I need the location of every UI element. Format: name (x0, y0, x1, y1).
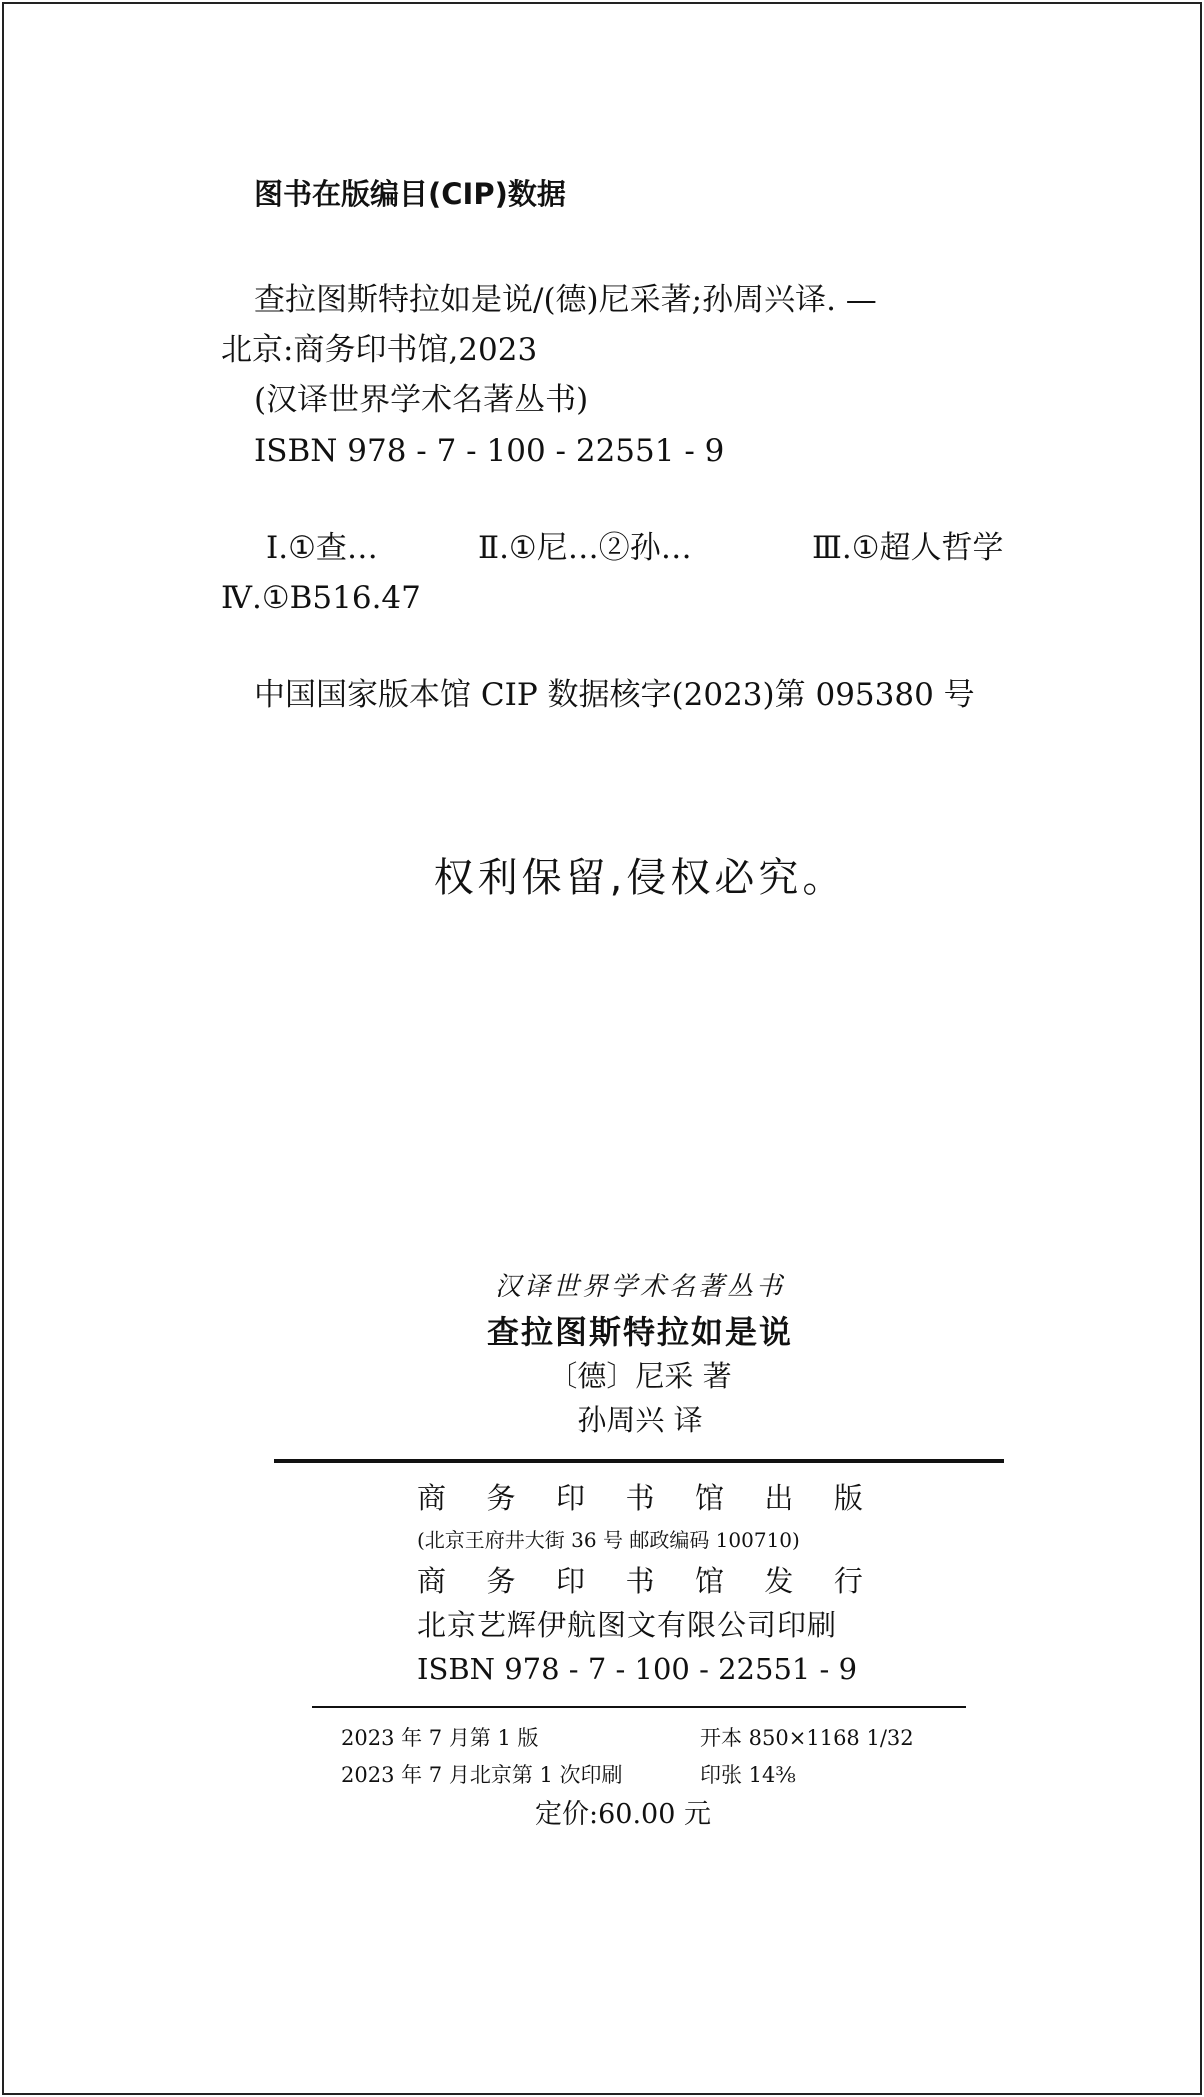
char: 印 (555, 1481, 585, 1515)
cip-class-4: Ⅳ.①B516.47 (221, 580, 421, 616)
distributor-line (417, 1564, 863, 1598)
cip-class-2: Ⅱ.①尼…②孙… (478, 530, 692, 566)
char: 发 (764, 1564, 794, 1598)
char: 书 (625, 1481, 655, 1515)
colophon-isbn: ISBN 978 - 7 - 100 - 22551 - 9 (417, 1652, 858, 1686)
printer: 北京艺辉伊航图文有限公司印刷 (417, 1608, 838, 1642)
char: 行 (833, 1564, 863, 1598)
cip-class-3: Ⅲ.①超人哲学 (812, 530, 1004, 566)
book-title: 查拉图斯特拉如是说 (486, 1313, 793, 1351)
char: 馆 (694, 1564, 724, 1598)
char: 出 (764, 1481, 794, 1515)
char: 印 (555, 1564, 585, 1598)
cip-line-1: 查拉图斯特拉如是说/(德)尼采著;孙周兴译. — (254, 282, 877, 318)
edition: 2023 年 7 月第 1 版 (341, 1726, 539, 1750)
translator: 孙周兴 译 (577, 1403, 703, 1437)
cip-record-number: 中国国家版本馆 CIP 数据核字(2023)第 095380 号 (254, 677, 975, 713)
cip-line-2: 北京:商务印书馆,2023 (221, 332, 538, 368)
rights-notice: 权利保留,侵权必究。 (433, 855, 847, 901)
cip-line-3: (汉译世界学术名著丛书) (254, 382, 589, 418)
char: 务 (486, 1481, 516, 1515)
author: 〔德〕尼采 著 (548, 1359, 732, 1393)
thin-divider (312, 1706, 966, 1708)
printed-sheets: 印张 14⅜ (700, 1763, 796, 1787)
char: 版 (833, 1481, 863, 1515)
char: 商 (417, 1481, 447, 1515)
price: 定价:60.00 元 (535, 1799, 711, 1830)
series-name: 汉译世界学术名著丛书 (494, 1272, 785, 1302)
format: 开本 850×1168 1/32 (700, 1726, 914, 1750)
printing: 2023 年 7 月北京第 1 次印刷 (341, 1763, 623, 1787)
char: 商 (417, 1564, 447, 1598)
char: 书 (625, 1564, 655, 1598)
thick-divider (274, 1459, 1004, 1463)
char: 务 (486, 1564, 516, 1598)
cip-heading: 图书在版编目(CIP)数据 (254, 177, 566, 211)
publisher-line (417, 1481, 863, 1515)
cip-class-1: Ⅰ.①查… (266, 530, 378, 566)
publisher-address: (北京王府井大街 36 号 邮政编码 100710) (417, 1528, 800, 1552)
cip-isbn: ISBN 978 - 7 - 100 - 22551 - 9 (254, 433, 725, 469)
char: 馆 (694, 1481, 724, 1515)
